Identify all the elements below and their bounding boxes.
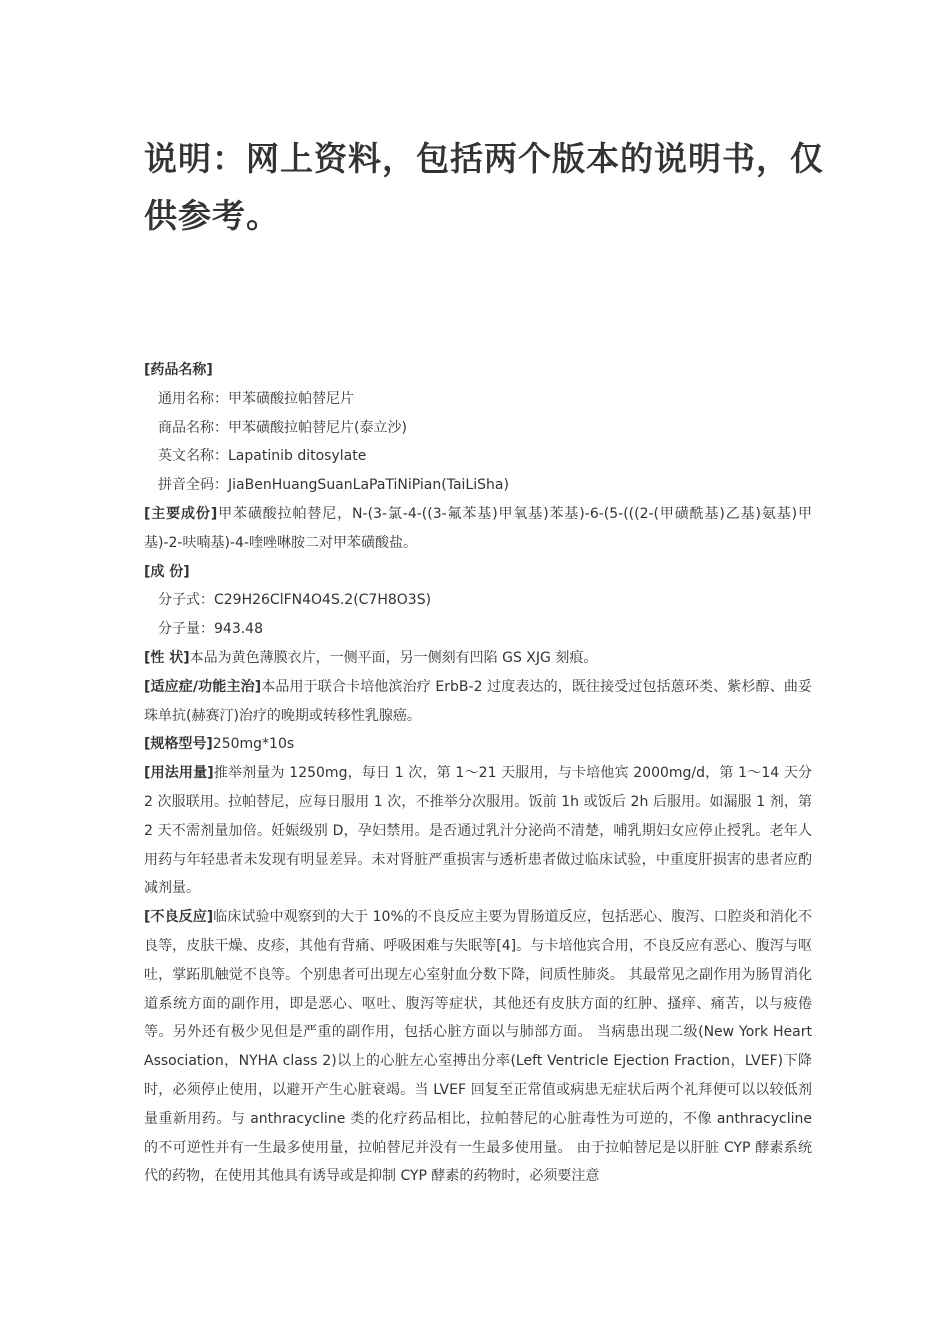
adverse-reactions-section [144, 903, 812, 1191]
trade-name-line: 商品名称：甲苯磺酸拉帕替尼片(泰立沙) [158, 419, 407, 436]
generic-name-line: 通用名称：甲苯磺酸拉帕替尼片 [158, 390, 354, 407]
section-label-composition: [成 份] [144, 563, 190, 580]
specification-section [144, 730, 812, 759]
english-name-line: 英文名称：Lapatinib ditosylate [158, 448, 367, 465]
properties-text: 本品为黄色薄膜衣片，一侧平面，另一侧刻有凹陷 GS XJG 刻痕。 [189, 649, 598, 666]
pinyin-name-line: 拼音全码：JiaBenHuangSuanLaPaTiNiPian(TaiLiSha) [158, 477, 509, 494]
section-label-dosage: [用法用量] [144, 765, 214, 782]
section-label-adverse-reactions: [不良反应] [144, 909, 214, 926]
properties-section [144, 644, 812, 673]
indications-text: 本品用于联合卡培他滨治疗 ErbB-2 过度表达的，既往接受过包括蒽环类、紫杉醇、曲妥珠单抗(赫赛汀)治疗的晚期或转移性乳腺癌。 [144, 678, 812, 724]
dosage-section [144, 759, 812, 903]
page-title: 说明：网上资料，包括两个版本的说明书，仅供参考。 [144, 139, 824, 235]
main-ingredient-text: 甲苯磺酸拉帕替尼，N-(3-氯-4-((3-氟苯基)甲氧基)苯基)-6-(5-(((2-(甲磺酰基)乙基)氨基)甲基)-2-呋喃基)-4-喹唑啉胺二对甲苯磺酸盐。 [144, 505, 812, 551]
adverse-reactions-text: 临床试验中观察到的大于 10%的不良反应主要为胃肠道反应，包括恶心、腹泻、口腔炎和消化不良等，皮肤干燥、皮疹，其他有背痛、呼吸困难与失眠等[4]。与卡培他宾合用，不良反应有恶心、腹泻与呕吐，掌跖肌触觉不良等。个别患者可出现左心室射血分数下降，间质性肺炎。 其最常见之副作用为肠胃消化道系统方面的副作用，即是恶心、呕吐、腹泻等症状，其他还有皮肤方面的红肿、搔痒、痛苦，以与疲倦等。另外还有极少见但是严重的副作用，包括心脏方面以与肺部方面。 当病患出现二级(New York Heart Association，NYHA class 2)以上的心脏左心室搏出分率(Left Ventricle Ejection Fraction，LVEF)下降时，必须停止使用，以避开产生心脏衰竭。当 LVEF 回复至正常值或病患无症状后两个礼拜便可以以较低剂量重新用药。与 anthracycline 类的化疗药品相比，拉帕替尼的心脏毒性为可逆的，不像 anthracycline 的不可逆性并有一生最多使用量，拉帕替尼并没有一生最多使用量。 由于拉帕替尼是以肝脏 CYP 酵素系统代的药物，在使用其他具有诱导或是抑制 CYP 酵素的药物时，必须要注意 [144, 909, 812, 1185]
molecular-weight-line: 分子量：943.48 [158, 621, 263, 638]
drug-name-section [144, 356, 812, 385]
dosage-text: 推举剂量为 1250mg，每日 1 次，第 1～21 天服用，与卡培他宾 2000mg/d，第 1～14 天分 2 次服联用。拉帕替尼，应每日服用 1 次，不推举分次服用。饭前 1h 或饭后 2h 后服用。如漏服 1 剂，第 2 天不需剂量加倍。妊娠级别 D，孕妇禁用。是否通过乳汁分泌尚不清楚，哺乳期妇女应停止授乳。老年人用药与年轻患者未发现有明显差异。未对肾脏严重损害与透析患者做过临床试验，中重度肝损害的患者应酌减剂量。 [144, 765, 812, 897]
composition-section [144, 558, 812, 587]
drug-instructions [144, 356, 812, 1191]
molecular-formula-line: 分子式：C29H26ClFN4O4S.2(C7H8O3S) [158, 592, 432, 609]
section-label-main-ingredient: [主要成份] [144, 505, 218, 522]
section-label-indications: [适应症/功能主治] [144, 678, 262, 695]
main-ingredient-section [144, 500, 812, 558]
section-label-drug-name: [药品名称] [144, 362, 213, 378]
specification-text: 250mg*10s [212, 736, 295, 753]
section-label-specification: [规格型号] [144, 736, 213, 753]
section-label-properties: [性 状] [144, 649, 190, 666]
indications-section [144, 673, 812, 731]
